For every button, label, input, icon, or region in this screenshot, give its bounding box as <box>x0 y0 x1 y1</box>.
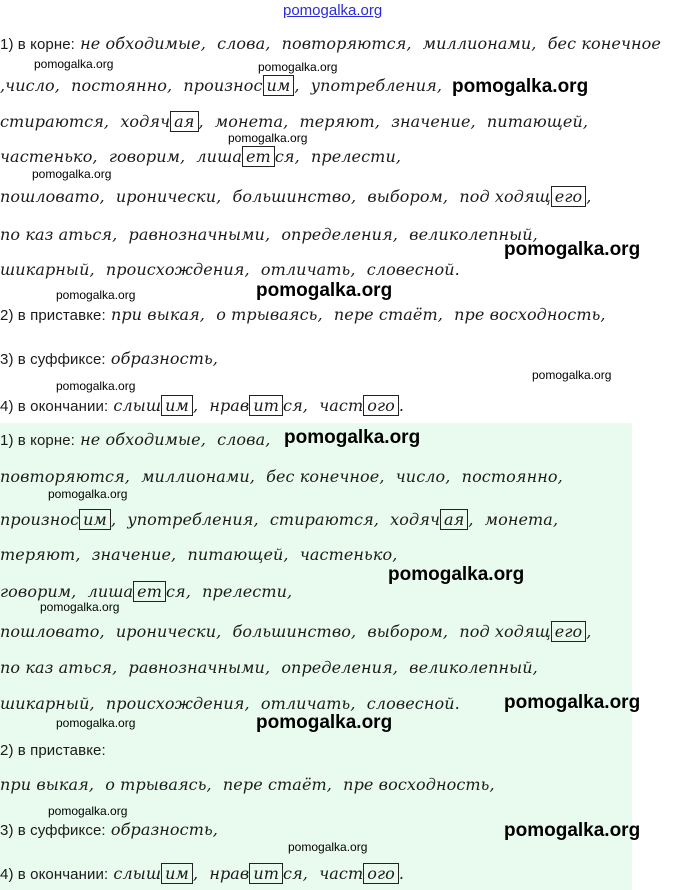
b2-prefix-label-line <box>0 740 106 759</box>
word: выбором, <box>367 622 449 641</box>
ending-box: ет <box>133 581 166 602</box>
word: под ходящ <box>459 622 551 641</box>
watermark: pomogalka.org <box>258 60 338 74</box>
word: употребления, <box>310 76 443 95</box>
b2-root-line-1 <box>0 430 276 449</box>
word: постоянно, <box>461 467 563 486</box>
b2-root-line-3 <box>0 510 564 529</box>
word: лиша <box>196 147 242 166</box>
watermark: pomogalka.org <box>388 564 525 585</box>
b1-root-line-5 <box>0 187 591 206</box>
watermark: pomogalka.org <box>504 820 641 841</box>
word: говорим, <box>108 147 186 166</box>
watermark: pomogalka.org <box>256 712 393 733</box>
word: , <box>294 76 300 95</box>
word: шикарный, <box>0 694 95 713</box>
word: иронически, <box>115 622 222 641</box>
word: великолепный, <box>409 658 538 677</box>
word: иронически, <box>115 187 222 206</box>
b2-prefix-label: 2) в приставке: <box>0 742 106 759</box>
b2-root-line-6 <box>0 622 591 641</box>
b1-root-line-4 <box>0 147 407 166</box>
word: определения, <box>281 658 398 677</box>
word: слова, <box>217 430 271 449</box>
word: стираются, <box>269 510 379 529</box>
word: нрав <box>209 864 250 883</box>
word: при выкая, <box>0 775 95 794</box>
ending-box: его <box>551 186 587 207</box>
word: по каз аться, <box>0 658 118 677</box>
word: , <box>110 510 117 529</box>
watermark: pomogalka.org <box>532 368 612 382</box>
word: ся, <box>166 582 191 601</box>
watermark: pomogalka.org <box>40 600 120 614</box>
word: , <box>468 510 474 529</box>
word: о трываясь, <box>216 305 323 324</box>
word: теряют, <box>0 545 81 564</box>
b2-root-line-2 <box>0 467 569 486</box>
word: по каз аться, <box>0 225 118 244</box>
word: слыш <box>113 396 162 415</box>
word: под ходящ <box>459 187 551 206</box>
word: ходяч <box>390 510 441 529</box>
word: пре восходность, <box>343 775 495 794</box>
word: не обходимые, <box>80 34 206 53</box>
word: отличать, <box>260 694 356 713</box>
b1-root-line-1 <box>0 34 667 53</box>
b2-root-line-8 <box>0 694 466 713</box>
b2-prefix-line <box>0 775 501 794</box>
word: равнозначными, <box>128 225 271 244</box>
word: ,число, <box>0 76 60 95</box>
word: большинство, <box>232 187 357 206</box>
word: . <box>398 396 405 415</box>
word: ся, <box>283 396 308 415</box>
watermark: pomogalka.org <box>56 379 136 393</box>
word: повторяются, <box>281 34 412 53</box>
word: шикарный, <box>0 260 95 279</box>
word: миллионами, <box>141 467 255 486</box>
word: отличать, <box>260 260 356 279</box>
watermark: pomogalka.org <box>56 288 136 302</box>
watermark: pomogalka.org <box>48 487 128 501</box>
b1-root-line-7 <box>0 260 466 279</box>
ending-box: ая <box>440 509 468 530</box>
word: питающей, <box>187 545 289 564</box>
b1-root-label: 1) в корне: <box>0 36 75 53</box>
b1-root-line-2 <box>0 76 448 95</box>
word: . <box>398 864 405 883</box>
word: частенько, <box>299 545 398 564</box>
watermark: pomogalka.org <box>34 57 114 71</box>
word: прелести, <box>310 147 402 166</box>
b1-prefix-line <box>0 305 612 324</box>
word: пошловато, <box>0 622 105 641</box>
word: , <box>192 864 199 883</box>
ending-box: им <box>263 75 295 96</box>
word: , <box>586 622 592 641</box>
word: , <box>192 396 199 415</box>
b2-root-line-5 <box>0 582 298 601</box>
word: большинство, <box>232 622 357 641</box>
word: част <box>319 864 364 883</box>
word: частенько, <box>0 147 98 166</box>
ending-box: им <box>79 509 111 530</box>
word: бес конечное, <box>266 467 385 486</box>
word: употребления, <box>127 510 259 529</box>
b1-prefix-label: 2) в приставке: <box>0 307 106 324</box>
word: произнос <box>183 76 263 95</box>
word: ся, <box>274 147 300 166</box>
watermark: pomogalka.org <box>452 76 589 97</box>
b1-ending-label: 4) в окончании: <box>0 398 109 415</box>
word: , <box>586 187 592 206</box>
ending-box: ого <box>363 395 399 416</box>
word: пре восходность, <box>454 305 606 324</box>
word: значение, <box>391 112 476 131</box>
word: не обходимые, <box>80 430 206 449</box>
word: монета, <box>214 112 289 131</box>
word: постоянно, <box>71 76 173 95</box>
word: слыш <box>113 864 162 883</box>
b1-root-line-6 <box>0 225 544 244</box>
word: великолепный, <box>409 225 538 244</box>
word: определения, <box>281 225 398 244</box>
word: питающей, <box>486 112 589 131</box>
b2-ending-label: 4) в окончании: <box>0 866 109 883</box>
ending-box: им <box>161 863 193 884</box>
word: образность, <box>110 820 218 839</box>
ending-box: ит <box>249 863 283 884</box>
b2-suffix-line <box>0 820 224 839</box>
ending-box: ого <box>363 863 399 884</box>
word: при выкая, <box>110 305 205 324</box>
ending-box: ет <box>242 146 275 167</box>
watermark: pomogalka.org <box>256 280 393 301</box>
ending-box: его <box>551 621 587 642</box>
word: повторяются, <box>0 467 130 486</box>
watermark: pomogalka.org <box>288 840 368 854</box>
word: происхождения, <box>105 694 250 713</box>
watermark: pomogalka.org <box>228 131 308 145</box>
b1-suffix-label: 3) в суффиксе: <box>0 351 106 368</box>
word: монета, <box>484 510 559 529</box>
b1-suffix-line <box>0 349 224 368</box>
word: образность, <box>110 349 218 368</box>
word: стираются, <box>0 112 110 131</box>
watermark: pomogalka.org <box>56 716 136 730</box>
word: ходяч <box>120 112 171 131</box>
word: пере стаёт, <box>222 775 332 794</box>
b2-ending-line <box>0 864 404 883</box>
b1-root-line-3 <box>0 112 594 131</box>
b2-root-line-4 <box>0 545 403 564</box>
word: лиша <box>87 582 134 601</box>
watermark: pomogalka.org <box>284 427 421 448</box>
word: слова, <box>217 34 271 53</box>
word: част <box>319 396 364 415</box>
watermark: pomogalka.org <box>504 239 641 260</box>
word: бес конечное <box>547 34 661 53</box>
word: словесной. <box>366 694 460 713</box>
word: ся, <box>283 864 308 883</box>
word: теряют, <box>299 112 380 131</box>
word: выбором, <box>367 187 449 206</box>
word: произнос <box>0 510 80 529</box>
word: прелести, <box>202 582 293 601</box>
ending-box: им <box>161 395 193 416</box>
ending-box: ая <box>170 111 198 132</box>
word: пере стаёт, <box>333 305 443 324</box>
watermark: pomogalka.org <box>48 804 128 818</box>
word: равнозначными, <box>128 658 271 677</box>
b2-suffix-label: 3) в суффиксе: <box>0 822 106 839</box>
b1-ending-line <box>0 396 404 415</box>
word: миллионами, <box>422 34 537 53</box>
watermark: pomogalka.org <box>504 692 641 713</box>
word: число, <box>395 467 451 486</box>
b2-root-label: 1) в корне: <box>0 432 75 449</box>
word: нрав <box>209 396 250 415</box>
word: , <box>198 112 204 131</box>
ending-box: ит <box>249 395 283 416</box>
b2-root-line-7 <box>0 658 544 677</box>
word: говорим, <box>0 582 77 601</box>
word: словесной. <box>366 260 460 279</box>
word: происхождения, <box>105 260 250 279</box>
site-link[interactable]: pomogalka.org <box>283 2 383 19</box>
word: пошловато, <box>0 187 105 206</box>
word: значение, <box>91 545 177 564</box>
watermark: pomogalka.org <box>32 167 112 181</box>
word: о трываясь, <box>105 775 212 794</box>
